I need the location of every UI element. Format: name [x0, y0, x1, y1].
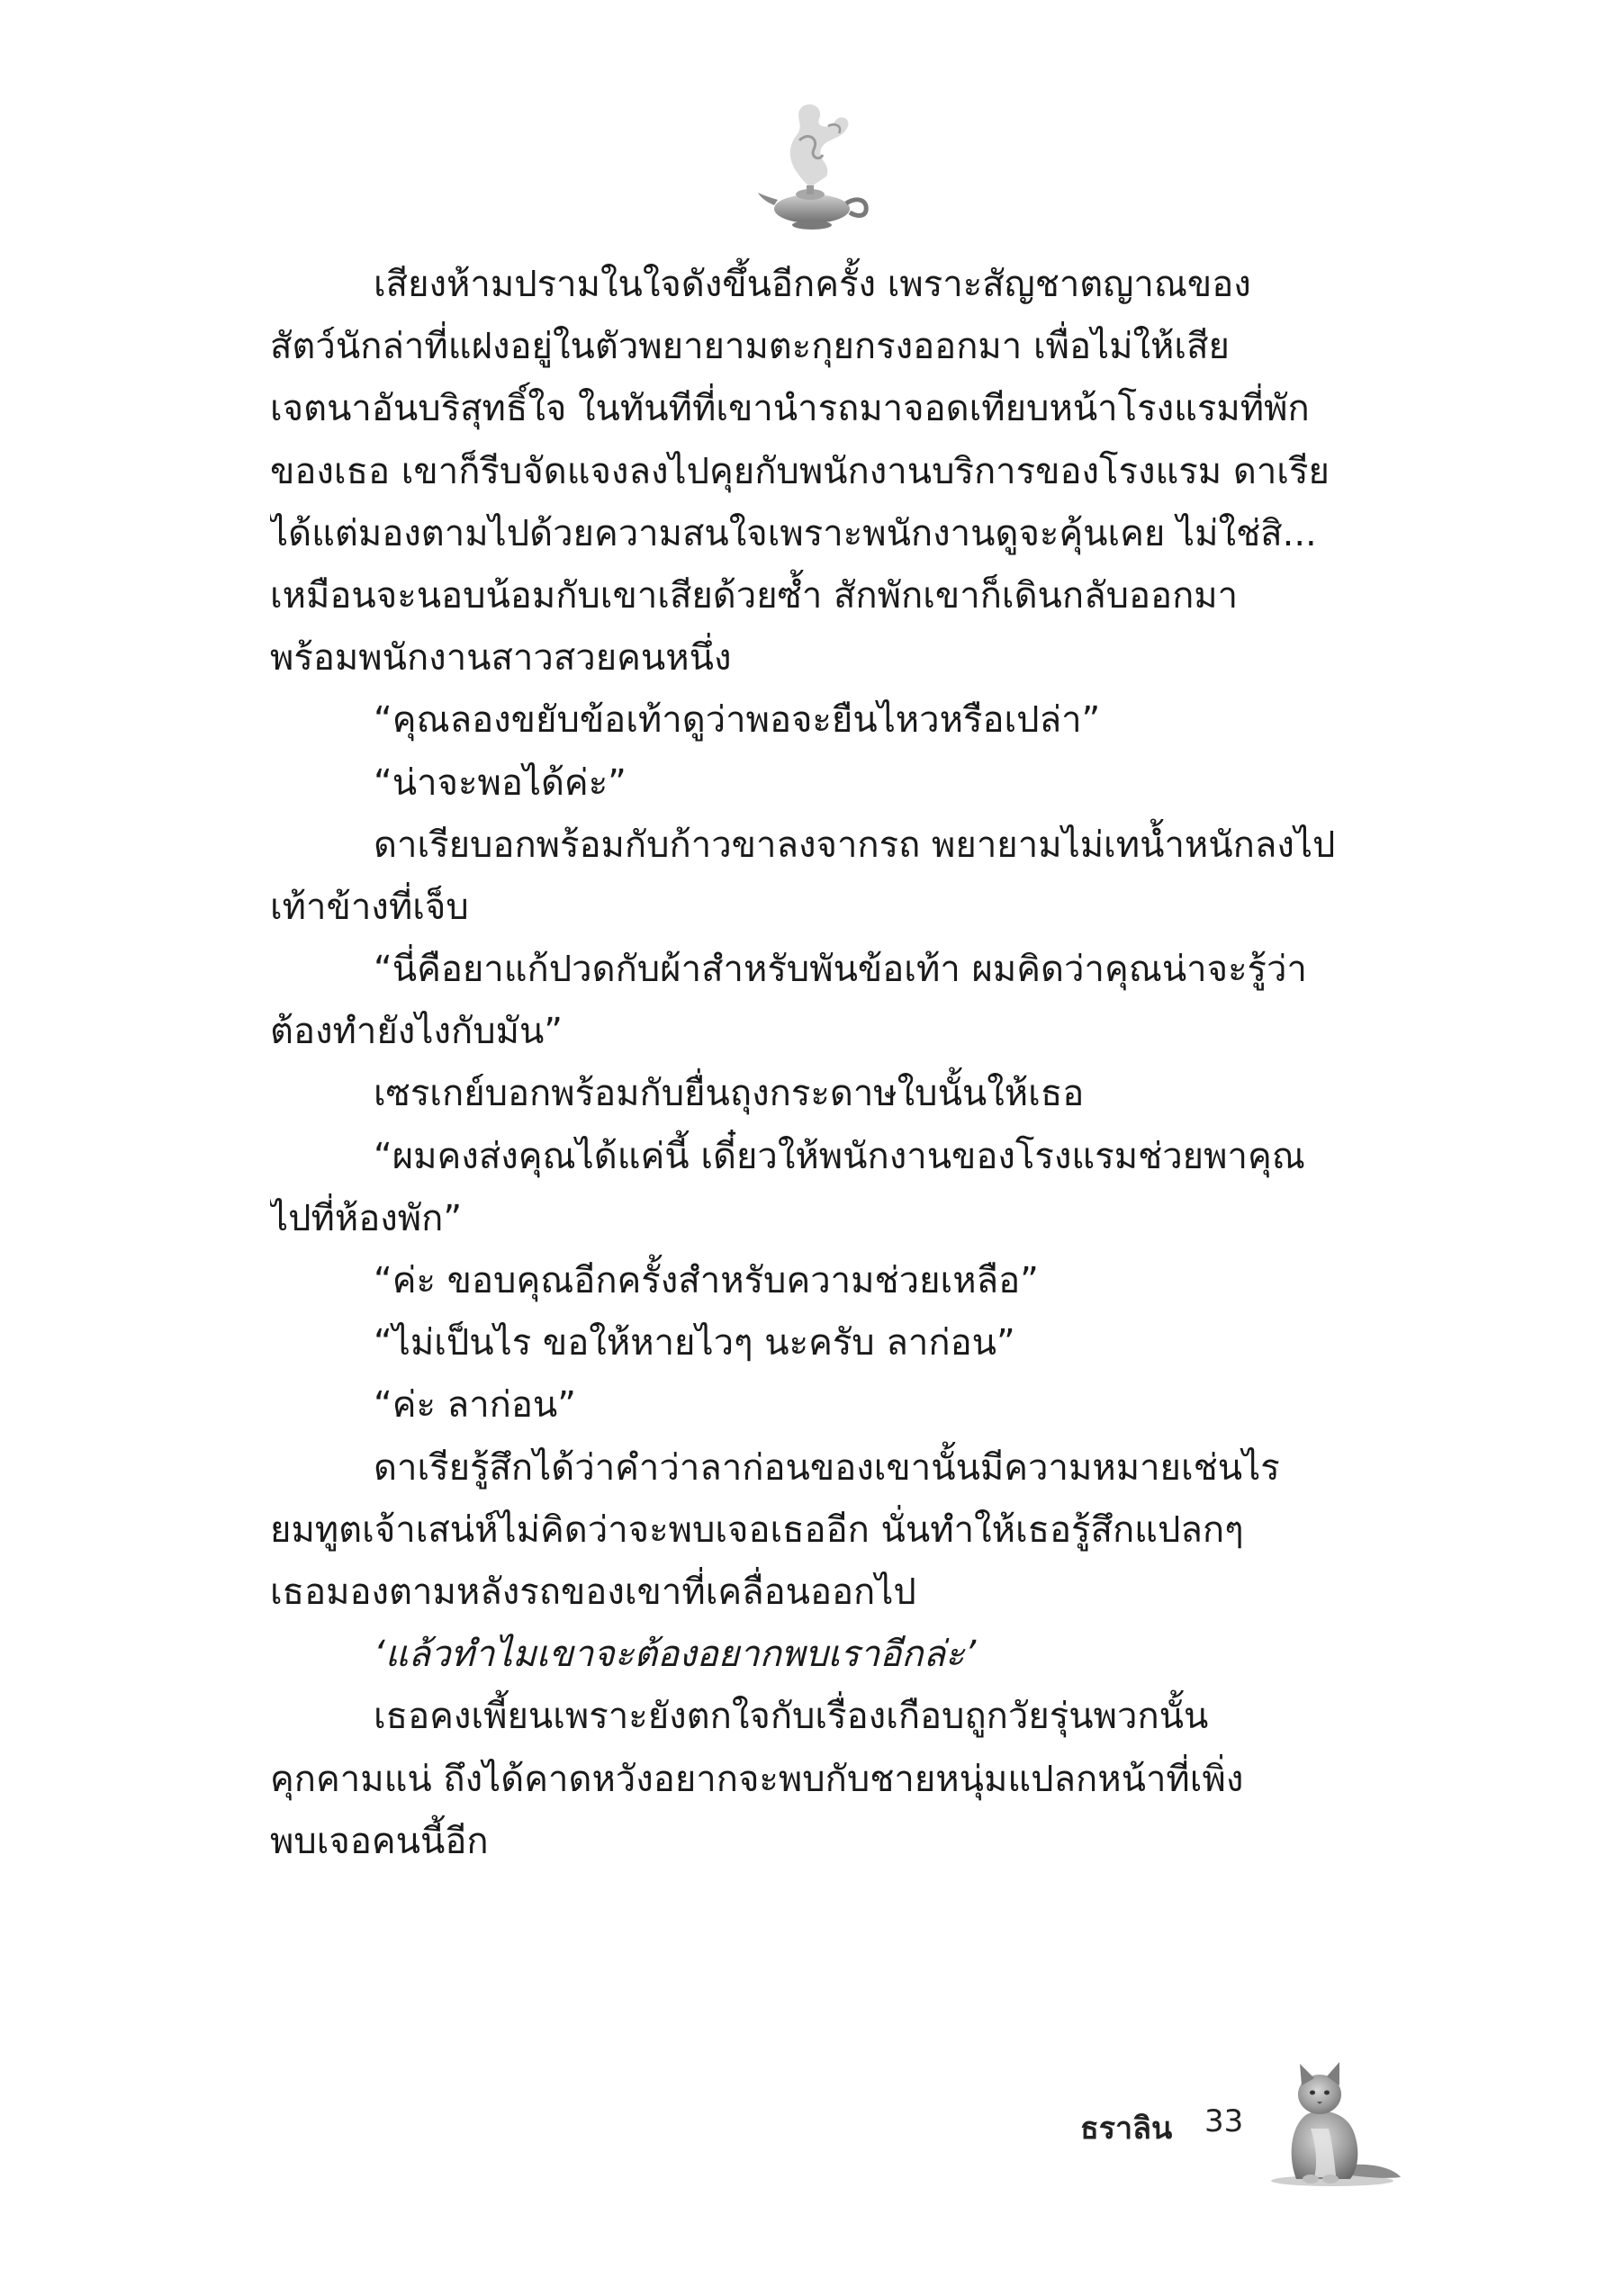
text-line: เซรเกย์บอกพร้อมกับยื่นถุงกระดาษใบนั้นให้เธอ	[374, 1073, 1085, 1115]
text-line: ดาเรียบอกพร้อมกับก้าวขาลงจากรถ พยายามไม่เทน้ำหนักลงไป	[374, 824, 1336, 866]
text-line: คุกคามแน่ ถึงได้คาดหวังอยากจะพบกับชายหนุ่มแปลกหน้าที่เพิ่ง	[270, 1758, 1244, 1800]
text-line: เสียงห้ามปรามในใจดังขึ้นอีกครั้ง เพราะสัญชาตญาณของ	[374, 264, 1251, 305]
text-line: เธอมองตามหลังรถของเขาที่เคลื่อนออกไป	[270, 1571, 916, 1613]
magic-lamp-icon	[756, 99, 873, 234]
text-line: ดาเรียรู้สึกได้ว่าคำว่าลาก่อนของเขานั้นมีความหมายเช่นไร	[374, 1446, 1280, 1489]
text-line: “น่าจะพอได้ค่ะ”	[374, 761, 627, 804]
text-line: พร้อมพนักงานสาวสวยคนหนึ่ง	[270, 637, 732, 680]
page-footer	[1035, 2057, 1413, 2183]
running-head: ธราลิน	[1080, 2111, 1173, 2147]
text-line: “ค่ะ ขอบคุณอีกครั้งสำหรับความช่วยเหลือ”	[374, 1260, 1039, 1301]
text-line: เธอคงเพี้ยนเพราะยังตกใจกับเรื่องเกือบถูกวัยรุ่นพวกนั้น	[374, 1696, 1209, 1738]
page-number: 33	[1204, 2103, 1244, 2139]
text-line: สัตว์นักล่าที่แฝงอยู่ในตัวพยายามตะกุยกรงออกมา เพื่อไม่ให้เสีย	[270, 326, 1230, 368]
text-line: ได้แต่มองตามไปด้วยความสนใจเพราะพนักงานดูจะคุ้นเคย ไม่ใช่สิ...	[270, 512, 1317, 554]
body-text	[270, 254, 1404, 1873]
text-line: ของเธอ เขาก็รีบจัดแจงลงไปคุยกับพนักงานบริการของโรงแรม ดาเรีย	[270, 450, 1330, 492]
text-line: “ไม่เป็นไร ขอให้หายไวๆ นะครับ ลาก่อน”	[374, 1322, 1015, 1364]
text-line: ‘แล้วทำไมเขาจะต้องอยากพบเราอีกล่ะ’	[374, 1634, 977, 1676]
text-line: ยมทูตเจ้าเสน่ห์ไม่คิดว่าจะพบเจอเธออีก นั่นทำให้เธอรู้สึกแปลกๆ	[270, 1508, 1244, 1551]
text-line: “คุณลองขยับข้อเท้าดูว่าพอจะยืนไหวหรือเปล่า”	[374, 699, 1101, 742]
text-line: เจตนาอันบริสุทธิ์ใจ ในทันทีที่เขานำรถมาจอดเทียบหน้าโรงแรมที่พัก	[270, 388, 1310, 430]
text-line: พบเจอคนนี้อีก	[270, 1820, 489, 1862]
text-line: เท้าข้างที่เจ็บ	[270, 886, 469, 928]
text-line: ไปที่ห้องพัก”	[270, 1197, 463, 1239]
text-line: เหมือนจะนอบน้อมกับเขาเสียด้วยซ้ำ สักพักเขาก็เดินกลับออกมา	[270, 574, 1239, 617]
text-line: “ค่ะ ลาก่อน”	[374, 1384, 576, 1427]
text-line: “นี่คือยาแก้ปวดกับผ้าสำหรับพันข้อเท้า ผมคิดว่าคุณน่าจะรู้ว่า	[374, 949, 1307, 991]
text-line: “ผมคงส่งคุณได้แค่นี้ เดี๋ยวให้พนักงานของโรงแรมช่วยพาคุณ	[374, 1135, 1305, 1177]
cat-icon	[1260, 2057, 1404, 2187]
text-line: ต้องทำยังไงกับมัน”	[270, 1011, 564, 1053]
